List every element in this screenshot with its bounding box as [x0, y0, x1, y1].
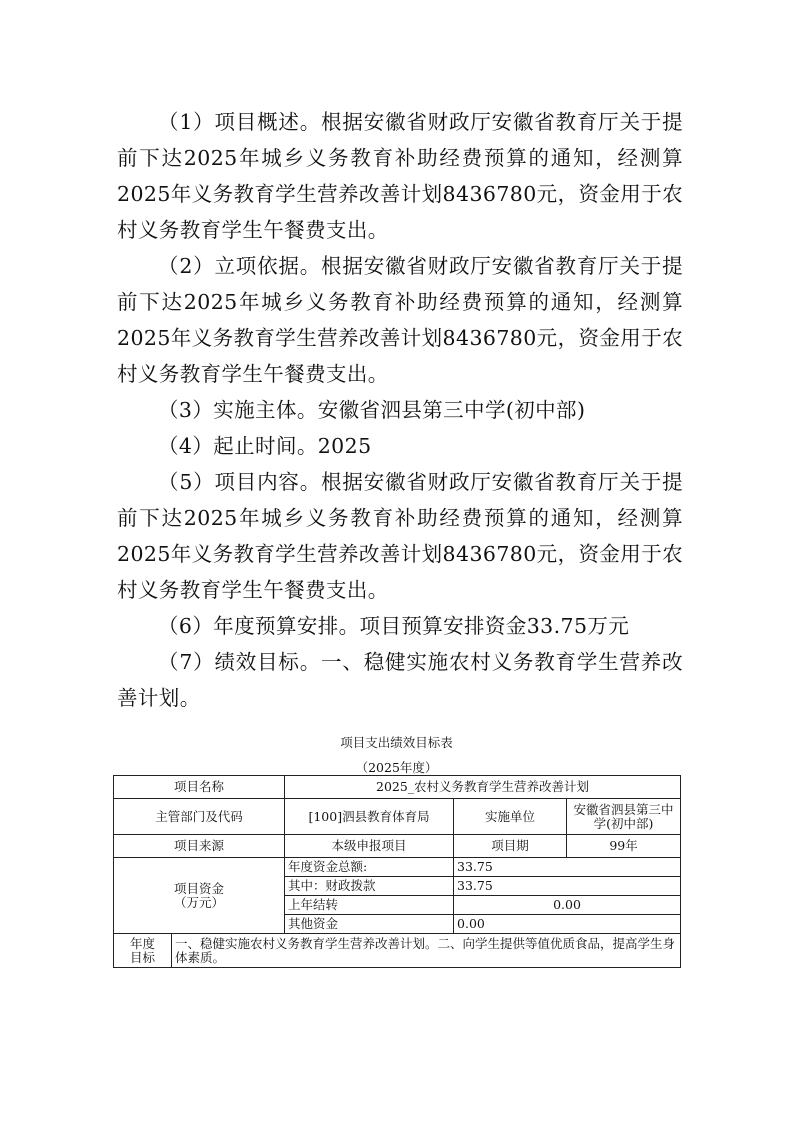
table-title: 项目支出绩效目标表 [340, 735, 453, 750]
performance-table [113, 775, 681, 968]
goal-value: 一、稳健实施农村义务教育学生营养改善计划。二、向学生提供等值优质食品，提高学生身体素质。 [172, 934, 681, 968]
goal-label: 年度 目标 [114, 934, 172, 968]
table-row [114, 835, 681, 858]
period-label: 项目期 [454, 835, 567, 858]
source-value: 本级申报项目 [285, 835, 454, 858]
impl-unit-label: 实施单位 [454, 799, 567, 835]
annual-total-value: 33.75 [454, 858, 681, 877]
dept-value: [100]泗县教育体育局 [285, 799, 454, 835]
table-row [114, 858, 681, 877]
paragraph-subject: （3）实施主体。安徽省泗县第三中学(初中部) [158, 398, 586, 422]
carryover-value: 0.00 [454, 896, 681, 915]
project-name-value: 2025_农村义务教育学生营养改善计划 [285, 776, 681, 799]
impl-unit-value: 安徽省泗县第三中学(初中部) [567, 799, 681, 835]
fiscal-label: 其中：财政拨款 [285, 877, 454, 896]
funds-label: 项目资金 （万元） [114, 858, 285, 934]
body-text [117, 104, 683, 716]
paragraph-period: （4）起止时间。2025 [158, 434, 372, 458]
dept-label: 主管部门及代码 [114, 799, 285, 835]
paragraph-goal: （7）绩效目标。一、稳健实施农村义务教育学生营养改善计划。 [117, 650, 683, 710]
other-value: 0.00 [454, 915, 681, 934]
project-name-label: 项目名称 [114, 776, 285, 799]
paragraph-overview: （1）项目概述。根据安徽省财政厅安徽省教育厅关于提前下达2025年城乡义务教育补助经费预算的通知，经测算2025年义务教育学生营养改善计划8436780元，资金用于农村义务教育学生午餐费支出。 [117, 110, 683, 242]
source-label: 项目来源 [114, 835, 285, 858]
other-label: 其他资金 [285, 915, 454, 934]
paragraph-budget: （6）年度预算安排。项目预算安排资金33.75万元 [158, 614, 630, 638]
period-value: 99年 [567, 835, 681, 858]
table-row [114, 799, 681, 835]
table-row [114, 776, 681, 799]
paragraph-basis: （2）立项依据。根据安徽省财政厅安徽省教育厅关于提前下达2025年城乡义务教育补助经费预算的通知，经测算2025年义务教育学生营养改善计划8436780元，资金用于农村义务教育学生午餐费支出。 [117, 254, 683, 386]
fiscal-value: 33.75 [454, 877, 681, 896]
annual-total-label: 年度资金总额: [285, 858, 454, 877]
paragraph-content: （5）项目内容。根据安徽省财政厅安徽省教育厅关于提前下达2025年城乡义务教育补助经费预算的通知，经测算2025年义务教育学生营养改善计划8436780元，资金用于农村义务教育学生午餐费支出。 [117, 470, 683, 602]
carryover-label: 上年结转 [285, 896, 454, 915]
table-row [114, 934, 681, 968]
table-subtitle: （2025年度） [355, 760, 438, 775]
